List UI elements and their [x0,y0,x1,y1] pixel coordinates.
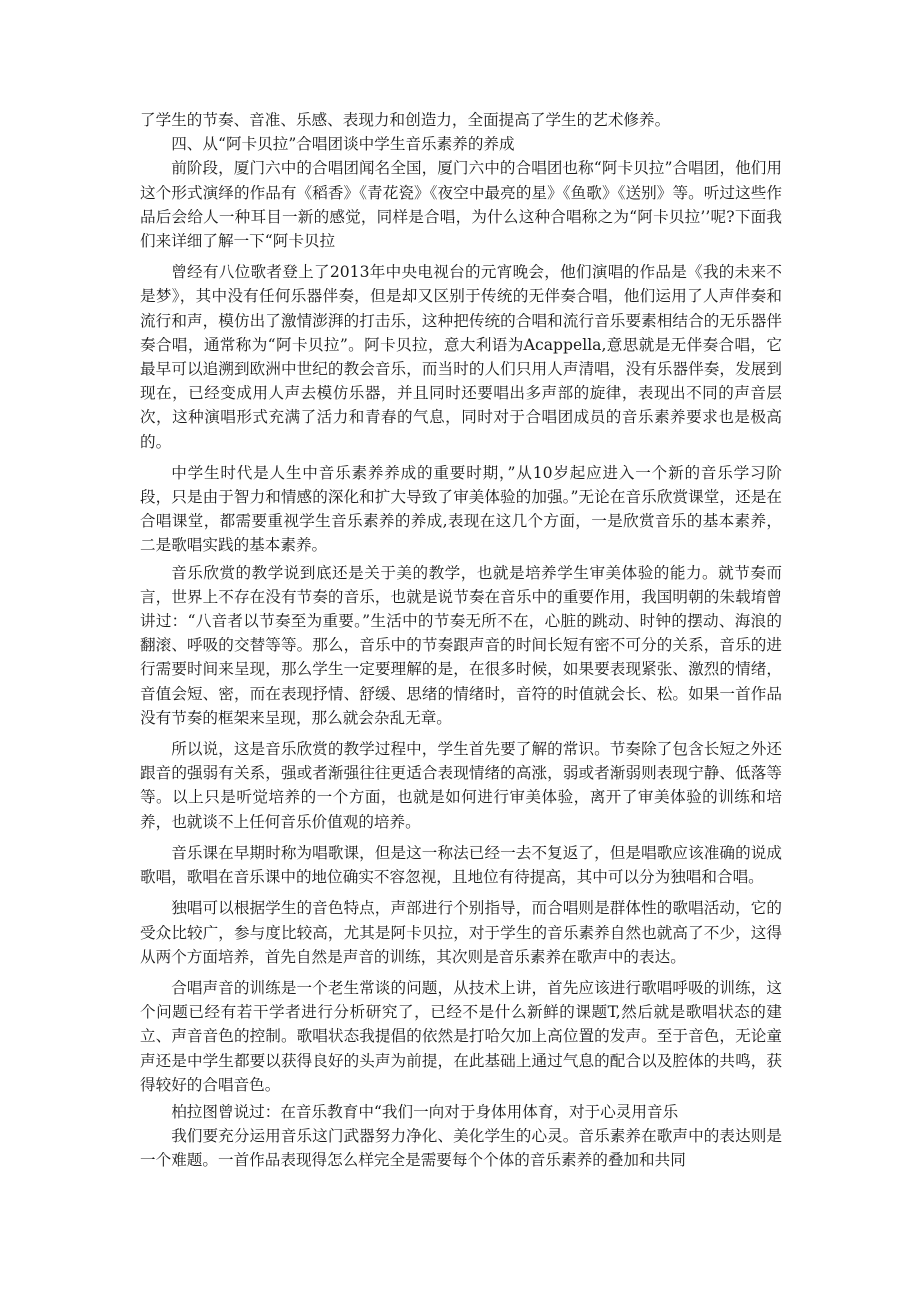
paragraph-continuation: 了学生的节奏、音准、乐感、表现力和创造力，全面提高了学生的艺术修养。 [140,111,671,129]
paragraph: 所以说，这是音乐欣赏的教学过程中，学生首先要了解的常识。节奏除了包含长短之外还跟音的强弱有关系，强或者渐强往往更适合表现情绪的高涨，弱或者渐弱则表现宁静、低落等等。以上只是听觉培养的一个方面，也就是如何进行审美体验，离开了审美体验的训练和培养，也就谈不上任何音乐价值观的培养。 [140,740,782,831]
paragraph: 曾经有八位歌者登上了2013年中央电视台的元宵晚会，他们演唱的作品是《我的未来不是梦》，其中没有任何乐器伴奏，但是却又区别于传统的无伴奏合唱，他们运用了人声伴奏和流行和声，模仿出了激情澎湃的打击乐，这种把传统的合唱和流行音乐要素相结合的无乐器伴奏合唱，通常称为“阿卡贝拉”。阿卡贝拉，意大利语为Acappella,意思就是无伴奏合唱，它最早可以追溯到欧洲中世纪的教会音乐，而当时的人们只用人声清唱，没有乐器伴奏，发展到现在，已经变成用人声去模仿乐器，并且同时还要唱出多声部的旋律，表现出不同的声音层次，这种演唱形式充满了活力和青春的气息，同时对于合唱团成员的音乐素养要求也是极高的。 [140,263,782,451]
section-heading: 四、从“阿卡贝拉”合唱团谈中学生音乐素养的养成 [171,135,515,154]
paragraph: 前阶段，厦门六中的合唱团闻名全国，厦门六中的合唱团也称“阿卡贝拉”合唱团，他们用这个形式演绎的作品有《稻香》《青花瓷》《夜空中最亮的星》《鱼歌》《送别》等。听过这些作品后会给人一种耳目一新的感觉，同样是合唱，为什么这种合唱称之为“阿卡贝拉’’呢?下面我们来详细了解一下“阿卡贝拉 [140,159,782,251]
paragraph: 音乐欣赏的教学说到底还是关于美的教学，也就是培养学生审美体验的能力。就节奏而言，世界上不存在没有节奏的音乐，也就是说节奏在音乐中的重要作用，我国明朝的朱载堉曾讲过：“八音者以节奏至为重要。”生活中的节奏无所不在，心脏的跳动、时钟的摆动、海浪的翻滚、呼吸的交替等等。那么，音乐中的节奏跟声音的时间长短有密不可分的关系，音乐的进行需要时间来呈现，那么学生一定要理解的是，在很多时候，如果要表现紧张、激烈的情绪，音值会短、密，而在表现抒情、舒缓、思绪的情绪时，音符的时值就会长、松。如果一首作品没有节奏的框架来呈现，那么就会杂乱无章。 [140,563,782,727]
paragraph: 中学生时代是人生中音乐素养养成的重要时期，”从10岁起应进入一个新的音乐学习阶段，只是由于智力和情感的深化和扩大导致了审美体验的加强。”无论在音乐欣赏课堂，还是在合唱课堂，都需要重视学生音乐素养的养成,表现在这几个方面，一是欣赏音乐的基本素养，二是歌唱实践的基本素养。 [140,463,782,555]
paragraph: 合唱声音的训练是一个老生常谈的问题，从技术上讲，首先应该进行歌唱呼吸的训练，这个问题已经有若干学者进行分析研究了，已经不是什么新鲜的课题T,然后就是歌唱状态的建立、声音音色的控制。歌唱状态我提倡的依然是打哈欠加上高位置的发声。至于音色，无论童声还是中学生都要以获得良好的头声为前提，在此基础上通过气息的配合以及腔体的共鸣，获得较好的合唱音色。 [140,978,782,1094]
paragraph: 音乐课在早期时称为唱歌课，但是这一称法已经一去不复返了，但是唱歌应该准确的说成歌唱，歌唱在音乐课中的地位确实不容忽视，且地位有待提高，其中可以分为独唱和合唱。 [140,843,782,887]
paragraph: 柏拉图曾说过：在音乐教育中“我们一向对于身体用体育，对于心灵用音乐 [171,1102,679,1121]
paragraph: 独唱可以根据学生的音色特点，声部进行个别指导，而合唱则是群体性的歌唱活动，它的受众比较广，参与度比较高，尤其是阿卡贝拉，对于学生的音乐素养自然也就高了不少，这得从两个方面培养，首先自然是声音的训练，其次则是音乐素养在歌声中的表达。 [140,899,782,966]
document-body [140,108,782,1173]
paragraph: 我们要充分运用音乐这门武器努力净化、美化学生的心灵。音乐素养在歌声中的表达则是一个难题。一首作品表现得怎么样完全是需要每个个体的音乐素养的叠加和共同 [140,1127,782,1170]
